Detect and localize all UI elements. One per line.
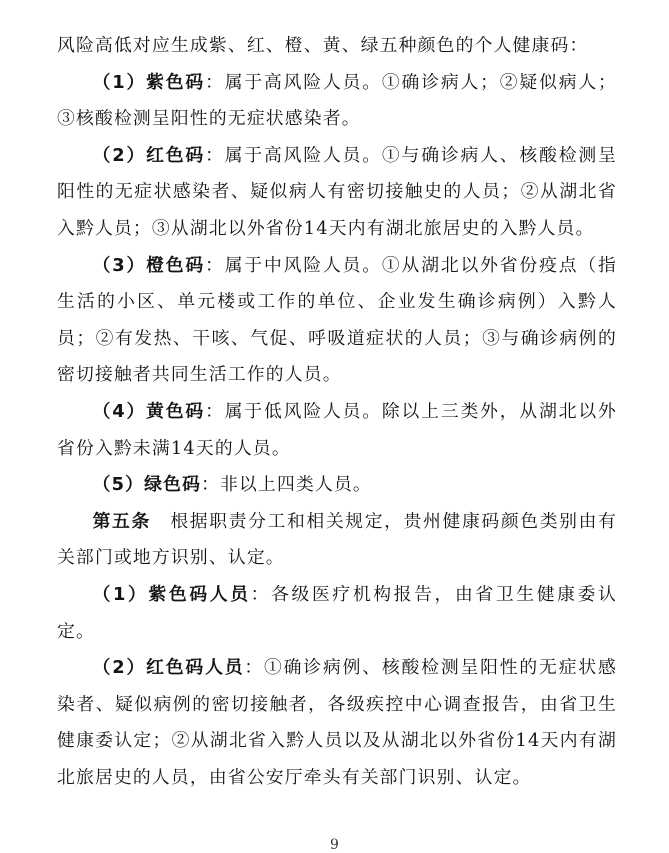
paragraph-red-personnel [57, 650, 617, 796]
paragraph-intro [57, 28, 617, 65]
paragraph-red-code [57, 138, 617, 248]
purple-personnel-heading: （1）紫色码人员 [92, 583, 251, 605]
paragraph-intro-text: 风险高低对应生成紫、红、橙、黄、绿五种颜色的个人健康码： [57, 35, 589, 56]
red-code-text: ：属于高风险人员。①与确诊病人、核酸检测呈阳性的无症状感染者、疑似病人有密切接触史的人员；②从湖北省入黔人员；③从湖北以外省份14天内有湖北旅居史的入黔人员。 [57, 144, 618, 239]
red-personnel-text: ：①确诊病例、核酸检测呈阳性的无症状感染者、疑似病例的密切接触者，各级疾控中心调查报告，由省卫生健康委认定；②从湖北省入黔人员以及从湖北以外省份14天内有湖北旅居史的人员，由省公安厅牵头有关部门识别、认定。 [57, 657, 617, 788]
paragraph-orange-code [57, 248, 617, 394]
green-code-heading: （5）绿色码 [92, 474, 202, 496]
purple-personnel-text: ：各级医疗机构报告，由省卫生健康委认定。 [57, 583, 617, 642]
green-code-text: ：非以上四类人员。 [201, 474, 372, 496]
orange-code-text: ：属于中风险人员。①从湖北以外省份疫点（指生活的小区、单元楼或工作的单位、企业发生确诊病例）入黔人员；②有发热、干咳、气促、呼吸道症状的人员；③与确诊病例的密切接触者共同生活工作的人员。 [57, 254, 618, 386]
paragraph-green-code [57, 467, 617, 504]
purple-code-heading: （1）紫色码 [92, 71, 206, 93]
orange-code-heading: （3）橙色码 [92, 254, 206, 276]
red-personnel-heading: （2）红色码人员 [92, 657, 245, 679]
red-code-heading: （2）红色码 [92, 144, 206, 166]
paragraph-article-five [57, 504, 617, 577]
yellow-code-heading: （4）黄色码 [92, 400, 206, 422]
paragraph-purple-personnel [57, 577, 617, 650]
article-five-heading: 第五条 [92, 510, 151, 532]
purple-code-text: ：属于高风险人员。①确诊病人；②疑似病人；③核酸检测呈阳性的无症状感染者。 [57, 71, 618, 130]
yellow-code-text: ：属于低风险人员。除以上三类外，从湖北以外省份入黔未满14天的人员。 [57, 400, 618, 459]
paragraph-purple-code [57, 65, 617, 138]
paragraph-yellow-code [57, 394, 617, 467]
page-number: 9 [330, 837, 339, 853]
article-five-text: 根据职责分工和相关规定，贵州健康码颜色类别由有关部门或地方识别、认定。 [57, 510, 617, 569]
